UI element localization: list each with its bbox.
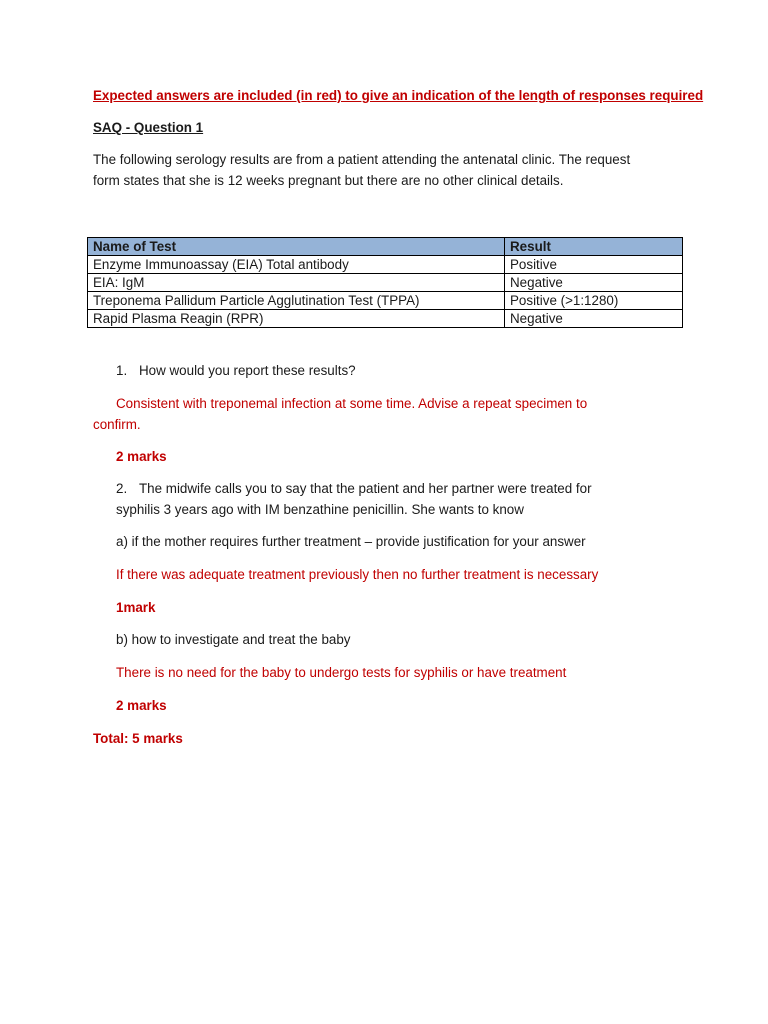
result-cell: Positive (505, 256, 683, 274)
q2-marks-a: 1mark (116, 600, 156, 615)
question-heading: SAQ - Question 1 (93, 120, 204, 135)
scenario-line-1: The following serology results are from a patient attending the antenatal clinic. The request (93, 152, 631, 167)
header-result: Result (505, 238, 683, 256)
q1-marks: 2 marks (116, 449, 167, 464)
q1-answer-line-2: confirm. (93, 416, 141, 432)
test-name-cell: Rapid Plasma Reagin (RPR) (88, 310, 505, 328)
scenario-text (93, 150, 630, 191)
q1-number: 1. (116, 363, 128, 378)
q2-marks-b: 2 marks (116, 698, 167, 713)
q1-answer (93, 394, 587, 435)
header-name-of-test: Name of Test (88, 238, 505, 256)
total-marks: Total: 5 marks (93, 731, 183, 746)
q2-part-b: b) how to investigate and treat the baby (116, 632, 351, 647)
intro-note: Expected answers are included (in red) to give an indication of the length of responses required (93, 88, 704, 103)
q2-text (116, 479, 592, 520)
test-name-cell: Enzyme Immunoassay (EIA) Total antibody (88, 256, 505, 274)
q2-answer-a: If there was adequate treatment previously then no further treatment is necessary (116, 567, 599, 582)
q2-part-a: a) if the mother requires further treatment – provide justification for your answer (116, 534, 586, 549)
result-cell: Negative (505, 274, 683, 292)
result-cell: Positive (>1:1280) (505, 292, 683, 310)
table-row (88, 310, 683, 328)
test-name-cell: Treponema Pallidum Particle Agglutination Test (TPPA) (88, 292, 505, 310)
q2-text-line-1: The midwife calls you to say that the patient and her partner were treated for (139, 481, 592, 496)
test-name-cell: EIA: IgM (88, 274, 505, 292)
q2-answer-b: There is no need for the baby to undergo tests for syphilis or have treatment (116, 665, 567, 680)
serology-results-table (87, 237, 683, 328)
table-row (88, 274, 683, 292)
q2-text-line-2: syphilis 3 years ago with IM benzathine penicillin. She wants to know (116, 501, 524, 517)
q2-number: 2. (116, 481, 128, 496)
table-header-row (88, 238, 683, 256)
scenario-line-2: form states that she is 12 weeks pregnant but there are no other clinical details. (93, 172, 564, 188)
table-row (88, 292, 683, 310)
q1-text: How would you report these results? (139, 363, 356, 378)
q1-answer-line-1: Consistent with treponemal infection at some time. Advise a repeat specimen to (116, 396, 588, 411)
result-cell: Negative (505, 310, 683, 328)
table-row (88, 256, 683, 274)
